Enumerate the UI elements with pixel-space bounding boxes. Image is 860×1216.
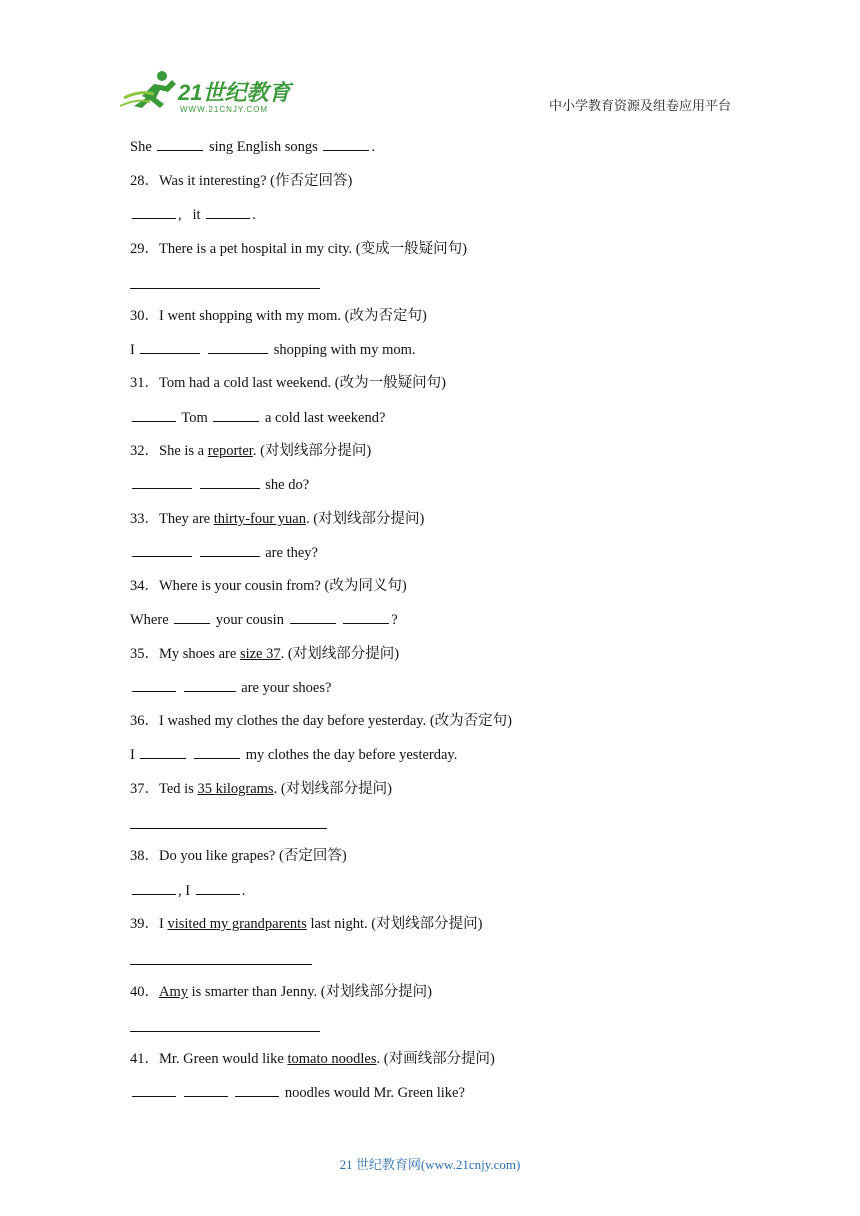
answer-blank <box>208 340 268 354</box>
question-39: 39．I visited my grandparents last night. (对划线部分提问) <box>130 916 483 932</box>
logo-text: 21世纪教育 <box>178 80 291 105</box>
answer-line-40 <box>130 1031 320 1032</box>
question-37: 37．Ted is 35 kilograms. (对划线部分提问) <box>130 781 392 797</box>
answer-36: I my clothes the day before yesterday. <box>130 747 458 763</box>
answer-line-39 <box>130 964 312 965</box>
answer-blank <box>132 408 176 422</box>
answer-32: she do? <box>130 475 309 495</box>
answer-blank <box>140 745 186 759</box>
answer-blank <box>323 137 369 151</box>
runner-icon <box>120 71 176 108</box>
answer-28: , it . <box>130 205 256 225</box>
question-36: 36．I washed my clothes the day before yesterday. (改为否定句) <box>130 713 512 729</box>
question-30: 30．I went shopping with my mom. (改为否定句) <box>130 308 427 324</box>
answer-38: , I . <box>130 881 245 901</box>
question-41: 41．Mr. Green would like tomato noodles. (对画线部分提问) <box>130 1051 495 1067</box>
answer-33: are they? <box>130 543 318 563</box>
question-34: 34．Where is your cousin from? (改为同义句) <box>130 578 407 594</box>
answer-blank <box>200 475 260 489</box>
question-40: 40．Amy is smarter than Jenny. (对划线部分提问) <box>130 984 432 1000</box>
answer-blank <box>132 678 176 692</box>
question-38: 38．Do you like grapes? (否定回答) <box>130 848 347 864</box>
question-28: 28．Was it interesting? (作否定回答) <box>130 173 353 189</box>
answer-blank <box>235 1083 279 1097</box>
footer-link[interactable]: 21 世纪教育网(www.21cnjy.com) <box>339 1157 521 1172</box>
answer-blank <box>184 1083 228 1097</box>
answer-30: I shopping with my mom. <box>130 342 416 358</box>
answer-blank <box>194 745 240 759</box>
answer-blank <box>174 610 210 624</box>
answer-blank <box>196 881 240 895</box>
answer-blank <box>206 205 250 219</box>
answer-blank <box>132 1083 176 1097</box>
question-29: 29．There is a pet hospital in my city. (变成一般疑问句) <box>130 241 467 257</box>
question-31: 31．Tom had a cold last weekend. (改为一般疑问句) <box>130 375 446 391</box>
answer-line-37 <box>130 828 327 829</box>
answer-blank <box>213 408 259 422</box>
answer-line-29 <box>130 288 320 289</box>
answer-blank <box>132 543 192 557</box>
answer-34: Where your cousin ? <box>130 612 398 628</box>
answer-blank <box>132 881 176 895</box>
answer-31: Tom a cold last weekend? <box>130 408 385 428</box>
answer-blank <box>132 205 176 219</box>
logo <box>120 68 295 114</box>
question-32: 32．She is a reporter. (对划线部分提问) <box>130 443 372 459</box>
question-33: 33．They are thirty-four yuan. (对划线部分提问) <box>130 511 425 527</box>
answer-blank <box>200 543 260 557</box>
logo-url: WWW.21CNJY.COM <box>180 105 269 114</box>
answer-blank <box>184 678 236 692</box>
answer-blank <box>290 610 336 624</box>
answer-35: are your shoes? <box>130 678 331 698</box>
platform-name: 中小学教育资源及组卷应用平台 <box>548 98 731 113</box>
question-35: 35．My shoes are size 37. (对划线部分提问) <box>130 646 400 662</box>
answer-blank <box>343 610 389 624</box>
answer-blank <box>157 137 203 151</box>
answer-blank <box>132 475 192 489</box>
answer-41: noodles would Mr. Green like? <box>130 1083 465 1103</box>
answer-27: She sing English songs . <box>130 139 376 155</box>
answer-blank <box>140 340 200 354</box>
